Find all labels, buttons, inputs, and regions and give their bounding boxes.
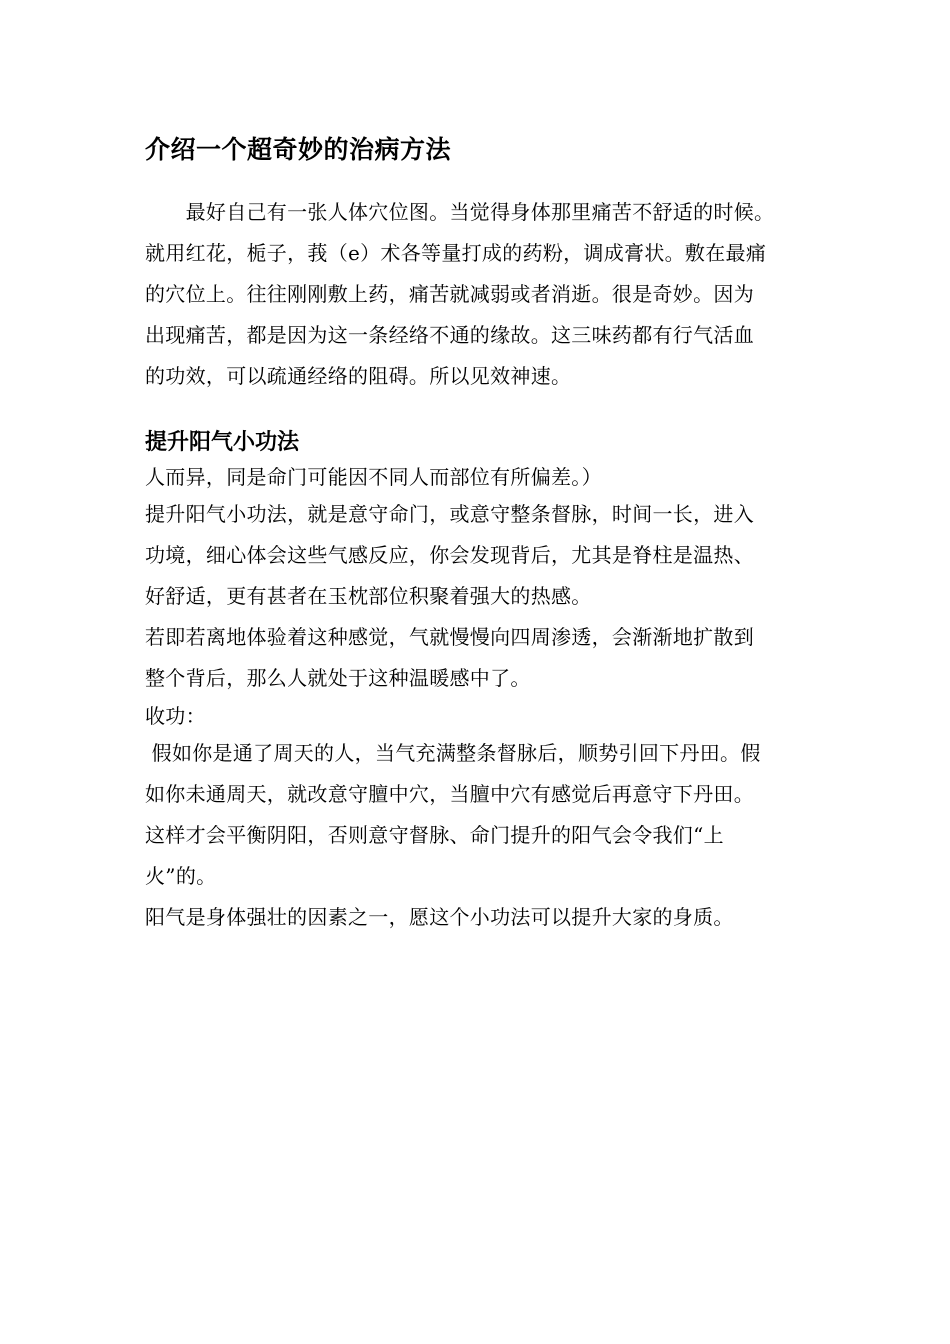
article-2-line-5: 若即若离地体验着这种感觉，气就慢慢向四周渗透，会渐渐地扩散到	[145, 625, 754, 649]
article-1-line-4: 出现痛苦，都是因为这一条经络不通的缘故。这三味药都有行气活血	[145, 323, 754, 347]
article-2-line-11: 火”的。	[145, 864, 217, 888]
article-1-line-3: 的穴位上。往往刚刚敷上药，痛苦就减弱或者消逝。很是奇妙。因为	[145, 282, 754, 306]
document-body	[145, 130, 845, 938]
article-2-line-7: 收功：	[145, 704, 206, 728]
article-2-line-4: 好舒适，更有甚者在玉枕部位积聚着强大的热感。	[145, 584, 592, 608]
article-1-line-1: 最好自己有一张人体穴位图。当觉得身体那里痛苦不舒适的时候。	[145, 200, 775, 224]
article-2-line-1: 人而异，同是命门可能因不同人而部位有所偏差。）	[145, 465, 602, 489]
article-1-line-2: 就用红花，栀子，莪（e）术各等量打成的药粉，调成膏状。敷在最痛	[145, 241, 767, 265]
article-2-line-12: 阳气是身体强壮的因素之一，愿这个小功法可以提升大家的身质。	[145, 905, 734, 929]
article-2-line-8: 假如你是通了周天的人，当气充满整条督脉后，顺势引回下丹田。假	[145, 741, 761, 765]
article-2-line-3: 功境，细心体会这些气感反应，你会发现背后，尤其是脊柱是温热、	[145, 543, 754, 567]
article-2-line-2: 提升阳气小功法，就是意守命门，或意守整条督脉，时间一长，进入	[145, 502, 754, 526]
article-1-line-5: 的功效，可以疏通经络的阻碍。所以见效神速。	[145, 364, 572, 388]
article-2-line-10: 这样才会平衡阴阳，否则意守督脉、命门提升的阳气会令我们“上	[145, 823, 724, 847]
article-2-line-6: 整个背后，那么人就处于这种温暖感中了。	[145, 666, 531, 690]
article-1-title: 介绍一个超奇妙的治病方法	[145, 135, 452, 164]
article-2-title: 提升阳气小功法	[145, 429, 300, 455]
article-2-line-9: 如你未通周天，就改意守膻中穴，当膻中穴有感觉后再意守下丹田。	[145, 782, 754, 806]
